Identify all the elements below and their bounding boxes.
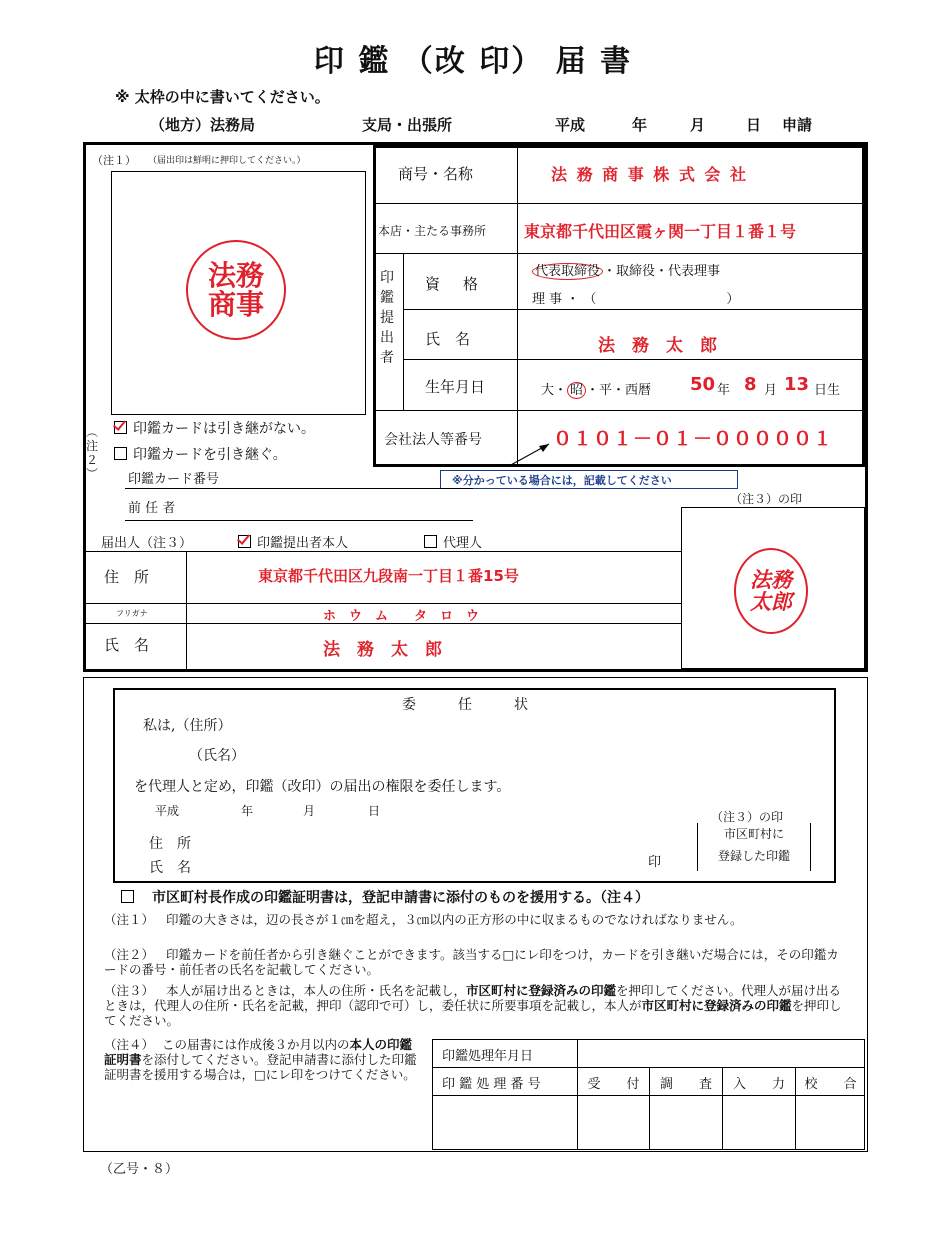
qual-rest: ・取締役・代表理事 — [603, 264, 721, 279]
note1-text: （注１） 印鑑の大きさは，辺の長さが１㎝を超え，３㎝以内の正方形の中に収まるものでなければなりません。 — [104, 912, 743, 927]
company-seal: 法務 商事 — [186, 240, 286, 340]
proxy-seal-label: （注３）の印 — [711, 810, 784, 824]
birth-label: 生年月日 — [425, 378, 486, 396]
instruction: ※ 太枠の中に書いてください。 — [115, 88, 330, 106]
card-number-label: 印鑑カード番号 — [128, 472, 220, 487]
birth-month-unit: 月 — [764, 383, 778, 398]
note2-opt2[interactable]: 印鑑カードを引き継ぐ。 — [114, 444, 287, 464]
note2-text: （注２） 印鑑カードを前任者から引き継ぐことができます。該当する□にレ印をつけ，カードを引き継いだ場合には，その印鑑カードの番号・前任者の氏名を記載してください。 — [104, 947, 839, 977]
birth-year-unit: 年 — [717, 383, 731, 398]
office-col-nyuryoku: 入 力 — [732, 1077, 785, 1092]
note3-text: （注３） 本人が届け出るときは，本人の住所・氏名を記載し，市区町村に登録済みの印鑑を押印してください。代理人が届け出るときは，代理人の住所・氏名を記載，押印（認印で可）し，委任状に所要事項を記載し，本人が市区町村に登録済みの印鑑を押印してください。 — [104, 983, 842, 1028]
birth-day: 13 — [784, 374, 810, 395]
furigana-label: フリガナ — [116, 609, 148, 618]
applicant-name: 法 務 太 郎 — [323, 640, 442, 660]
note2-opt1[interactable]: 印鑑カードは引き継がない。 — [114, 418, 315, 438]
era-selected: 昭 — [567, 382, 586, 399]
corp-number: ０１０１－０１－０００００１ — [553, 428, 834, 450]
proxy-addr2: 住 所 — [149, 836, 191, 852]
header-month: 月 — [690, 116, 706, 134]
checkbox-cert[interactable] — [121, 890, 134, 903]
proxy-era: 平成 — [155, 804, 180, 818]
office-label: 本店・主たる事務所 — [378, 224, 487, 238]
prev-holder-label: 前 任 者 — [128, 501, 176, 516]
note2-label: ︵ 注 ２ ︶ — [86, 425, 99, 481]
birth-year: 50 — [690, 374, 716, 395]
qual-label: 資 格 — [425, 275, 483, 293]
qual-selected: 代表取締役 — [532, 263, 603, 280]
qual-line2: 理 事 ・ （ ） — [532, 292, 740, 307]
footer-code: （乙号・８） — [100, 1162, 179, 1177]
rep-seal: 法務 太郎 — [734, 548, 808, 634]
office-row1: 印鑑処理年月日 — [442, 1049, 534, 1064]
person-label: 氏 名 — [425, 330, 471, 348]
proxy-name2: 氏 名 — [149, 860, 191, 876]
proxy-addr: 私は,（住所） — [143, 718, 232, 734]
note1-small: （届出印は鮮明に押印してください。） — [148, 156, 306, 166]
proxy-title: 委 任 状 — [402, 697, 528, 713]
cert-line[interactable]: 市区町村長作成の印鑑証明書は，登記申請書に添付のものを援用する。（注４） — [121, 887, 649, 907]
applicant-self[interactable]: 印鑑提出者本人 — [238, 532, 348, 551]
office-col-chousa: 調 査 — [659, 1077, 712, 1092]
arrow-icon — [505, 440, 555, 470]
applicant-label: 届出人（注３） — [101, 536, 193, 551]
header-branch: 支局・出張所 — [362, 116, 453, 134]
qual-options — [532, 260, 720, 279]
addr-label: 住 所 — [104, 568, 150, 586]
proxy-text: を代理人と定め，印鑑（改印）の届出の権限を委任します。 — [134, 779, 511, 795]
office-address: 東京都千代田区霞ヶ関一丁目１番１号 — [524, 222, 797, 241]
note4-text: （注４） この届書には作成後３か月以内の本人の印鑑証明書を添付してください。登記申請書に添付した印鑑証明書を援用する場合は，□にレ印をつけてください。 — [104, 1037, 417, 1082]
person-name: 法 務 太 郎 — [598, 336, 717, 356]
office-row2: 印 鑑 処 理 番 号 — [442, 1077, 541, 1092]
header-apply: 申請 — [782, 116, 813, 134]
birth-eras: 大・ 昭 ・平・西暦 — [541, 383, 652, 398]
birth-day-unit: 日生 — [814, 383, 841, 398]
muni-seal-bracket: 市区町村に 登録した印鑑 — [697, 823, 811, 871]
note3-seal-label: （注３）の印 — [730, 492, 803, 506]
submitter-label: 印鑑提出者 — [380, 270, 394, 366]
corp-label: 会社法人等番号 — [384, 432, 482, 448]
office-col-uketsuke: 受 付 — [587, 1077, 640, 1092]
company-name: 法 務 商 事 株 式 会 社 — [551, 165, 748, 184]
birth-month: 8 — [744, 374, 757, 395]
checkbox-proxy[interactable] — [424, 535, 437, 548]
checkbox-inherit-card[interactable] — [114, 447, 127, 460]
header-year: 年 — [632, 116, 648, 134]
applicant-furigana: ホ ウ ム タ ロ ウ — [323, 609, 480, 624]
proxy-month: 月 — [303, 804, 316, 818]
header-office: （地方）法務局 — [150, 116, 256, 134]
proxy-year: 年 — [241, 804, 254, 818]
checkbox-no-card-checked[interactable] — [114, 421, 127, 434]
name-label-applicant: 氏 名 — [104, 636, 150, 654]
applicant-address: 東京都千代田区九段南一丁目１番15号 — [258, 567, 519, 585]
office-col-kougou: 校 合 — [804, 1077, 857, 1092]
applicant-proxy[interactable]: 代理人 — [424, 532, 482, 551]
name-label: 商号・名称 — [398, 165, 474, 183]
proxy-name: （氏名） — [189, 748, 245, 764]
header-era: 平成 — [555, 116, 586, 134]
proxy-day: 日 — [368, 804, 381, 818]
corp-hint: ※分かっている場合には，記載してください — [452, 474, 672, 487]
checkbox-self-checked[interactable] — [238, 535, 251, 548]
header-day: 日 — [746, 116, 762, 134]
note1-label: （注１） — [92, 154, 136, 167]
proxy-in: 印 — [648, 855, 662, 870]
page-title: 印 鑑 （改 印） 届 書 — [313, 44, 633, 79]
